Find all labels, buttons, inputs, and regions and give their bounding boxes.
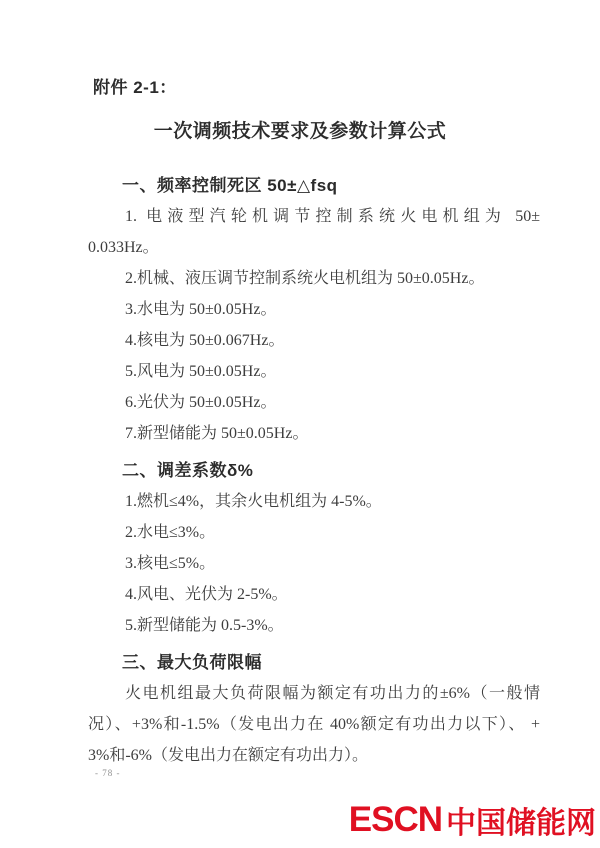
list-item: 7.新型储能为 50±0.05Hz。: [125, 425, 309, 442]
list-item: 2.机械、液压调节控制系统火电机组为 50±0.05Hz。: [125, 270, 485, 287]
list-item-line: 1. 电液型汽轮机调节控制系统火电机组为 50±: [125, 208, 540, 225]
list-item: 2.水电≤3%。: [125, 524, 216, 541]
section-heading-droop-coefficient: 二、调差系数δ%: [122, 461, 254, 480]
paragraph-line: 况）、+3%和-1.5%（发电出力在 40%额定有功出力以下）、 +: [88, 716, 540, 733]
paragraph-line: 火电机组最大负荷限幅为额定有功出力的±6%（一般情: [125, 685, 540, 702]
list-item: 3.核电≤5%。: [125, 555, 216, 572]
escn-logo-chinese: 中国储能网: [446, 807, 596, 840]
attachment-label: 附件 2-1：: [93, 78, 177, 97]
page-title: 一次调频技术要求及参数计算公式: [153, 121, 447, 142]
document-body: [88, 170, 540, 771]
list-item: 1.燃机≤4%，其余火电机组为 4-5%。: [125, 493, 382, 510]
list-item: [88, 201, 540, 263]
paragraph-line: 3%和-6%（发电出力在额定有功出力）。: [88, 747, 368, 764]
list-item-line: 0.033Hz。: [88, 239, 159, 256]
escn-logo-latin: ESCN: [348, 800, 442, 839]
section-heading-frequency-deadband: 一、频率控制死区 50±△fsq: [122, 176, 338, 195]
section-heading-max-load-limit: 三、最大负荷限幅: [122, 653, 262, 672]
list-item: 3.水电为 50±0.05Hz。: [125, 301, 277, 318]
list-item: 6.光伏为 50±0.05Hz。: [125, 394, 277, 411]
list-item: 5.风电为 50±0.05Hz。: [125, 363, 277, 380]
escn-logo: [349, 798, 596, 842]
list-item: 4.核电为 50±0.067Hz。: [125, 332, 285, 349]
list-item: 5.新型储能为 0.5-3%。: [125, 617, 284, 634]
page-number: - 78 -: [95, 768, 121, 778]
paragraph: [88, 678, 540, 771]
list-item: 4.风电、光伏为 2-5%。: [125, 586, 288, 603]
